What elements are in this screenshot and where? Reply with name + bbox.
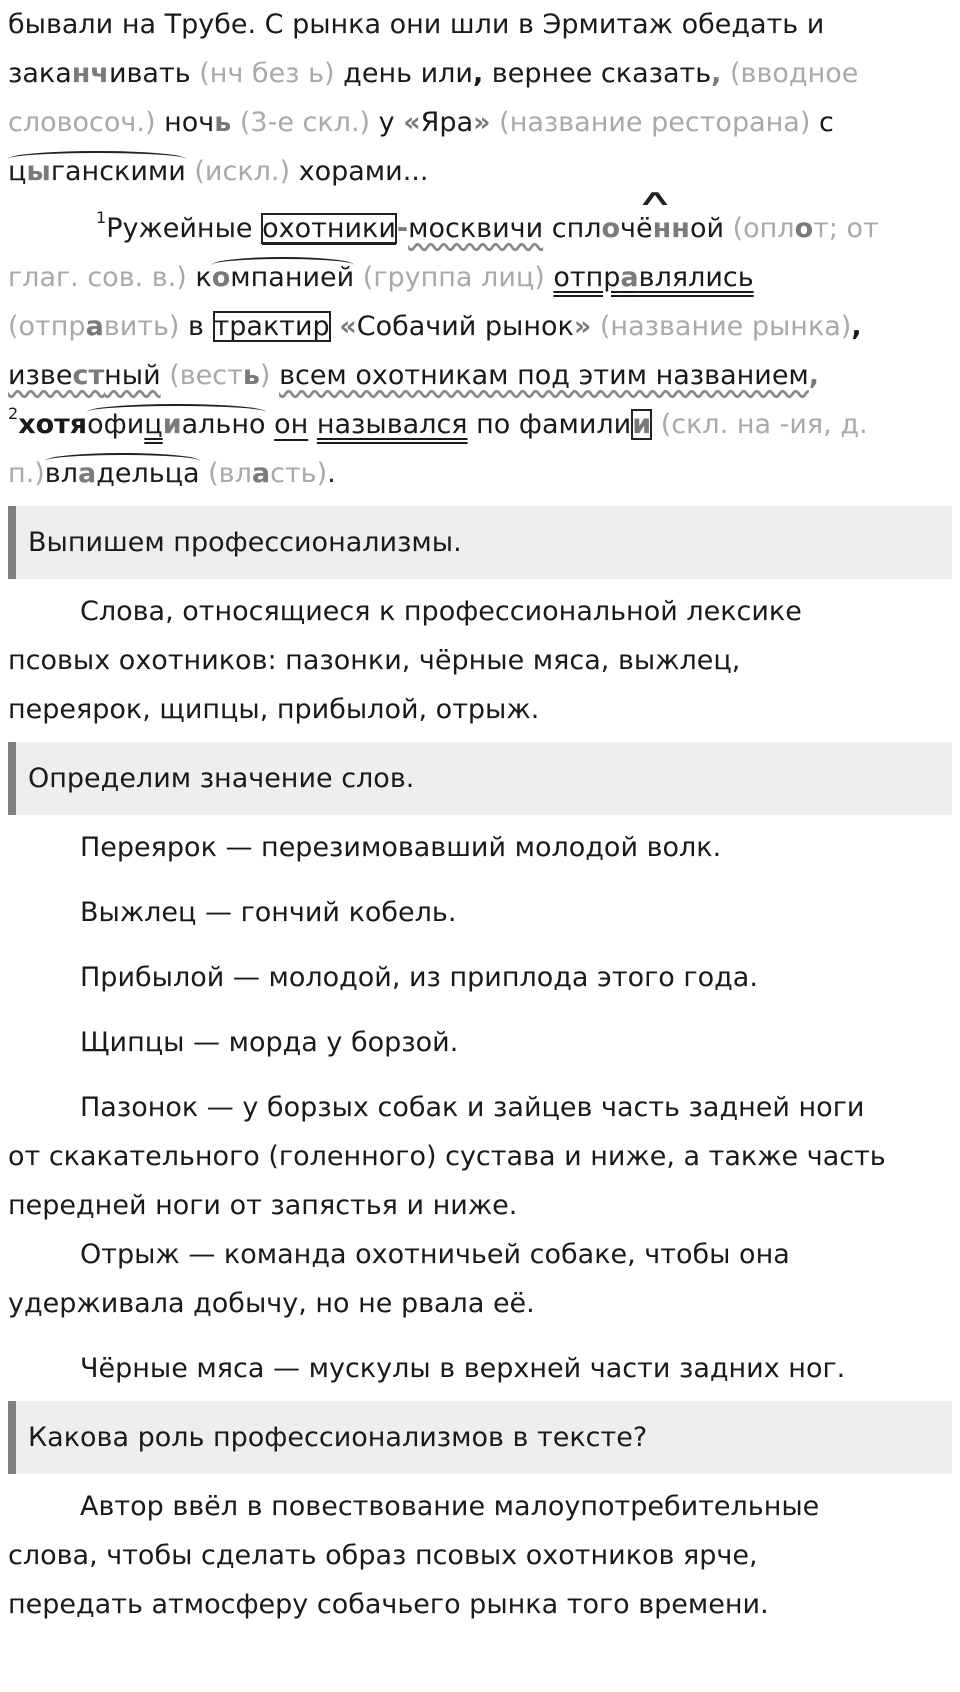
definition-line: Прибылой — молодой, из приплода этого года.	[80, 962, 758, 993]
spacer	[8, 1328, 952, 1344]
text-span: ивать	[108, 58, 200, 89]
text-span: спл	[543, 213, 602, 244]
spacer	[8, 196, 952, 204]
sentence-line-5	[8, 400, 952, 449]
grey-note: словосоч.)	[8, 107, 156, 138]
highlight-letters: о	[211, 262, 231, 293]
spacer	[8, 815, 952, 823]
spacer	[8, 734, 952, 742]
text-span: день или	[334, 58, 473, 89]
text-span: Ружейные	[106, 213, 262, 244]
grey-note: п.)	[8, 458, 45, 489]
definition-line: Щипцы — морда у борзой.	[80, 1027, 459, 1058]
paragraph-line: слова, чтобы сделать образ псовых охотников ярче,	[8, 1540, 758, 1571]
intro-line-2	[8, 49, 952, 98]
definition-line: удерживала добычу, но не рвала её.	[8, 1288, 535, 1319]
conjunction: хотя	[18, 409, 88, 440]
sentence-line-3	[8, 302, 952, 351]
paragraph-line: передать атмосферу собачьего рынка того времени.	[8, 1589, 769, 1620]
highlight-letters: нн	[652, 213, 690, 244]
text-span: отпр	[553, 262, 621, 293]
text-span: к	[186, 262, 212, 293]
grey-note: (вест	[160, 360, 243, 391]
section-header-professionalisms: Выпишем профессионализмы.	[8, 506, 952, 579]
participle-phrase: всем охотникам под этим названием	[279, 360, 809, 391]
grey-note: (вводное	[721, 58, 859, 89]
root-arc	[8, 147, 186, 196]
text-span: вернее сказать	[483, 58, 712, 89]
definition-line: Чёрные мяса — мускулы в верхней части задних ног.	[80, 1353, 846, 1384]
grey-note: (группа лиц)	[354, 262, 545, 293]
grey-note: (искл.)	[185, 156, 291, 187]
text-span: по фамили	[467, 409, 632, 440]
grey-note: (скл. на -ия, д.	[652, 409, 868, 440]
text-span: чё	[620, 213, 653, 244]
grey-note: (название рынка)	[591, 311, 852, 342]
sentence-line-2	[8, 253, 952, 302]
text-span: ганскими	[50, 156, 186, 187]
predicate-word: назывался	[316, 409, 468, 440]
definition-line: от скакательного (голенного) сустава и ниже, а также часть	[8, 1141, 886, 1172]
highlight-letters: ц	[144, 409, 163, 440]
grey-note: (отпр	[8, 311, 86, 342]
paragraph-line: Автор ввёл в повествование малоупотребительные	[80, 1491, 820, 1522]
spacer	[8, 1067, 952, 1083]
spacer	[8, 872, 952, 888]
bold-comma: ,	[472, 58, 484, 89]
section3-body	[8, 1482, 952, 1629]
bold-comma: ,	[851, 311, 862, 342]
definition-line: Отрыж — команда охотничьей собаке, чтобы она	[80, 1239, 790, 1270]
highlight-letters: и	[162, 409, 182, 440]
text-span: мпанией	[230, 262, 355, 293]
spacer	[8, 1474, 952, 1482]
intro-line-1: бывали на Трубе. С рынка они шли в Эрмитаж обедать и	[8, 9, 825, 40]
grey-note: (название ресторана)	[490, 107, 811, 138]
text-span: изве	[8, 360, 73, 391]
grey-note: т; от	[813, 213, 879, 244]
ending-box: и	[632, 409, 652, 440]
text-span: ц	[8, 156, 27, 187]
bold-comma: ,	[808, 360, 820, 391]
paragraph-line: псовых охотников: пазонки, чёрные мяса, выжлец,	[8, 645, 741, 676]
text-span	[266, 409, 275, 440]
text-span: вл	[44, 458, 78, 489]
spacer	[8, 1002, 952, 1018]
predicate-word	[553, 262, 753, 293]
grey-note: (3-е скл.)	[231, 107, 371, 138]
quote-mark: »	[473, 107, 491, 138]
paragraph-line: переярок, щипцы, прибылой, отрыж.	[8, 694, 540, 725]
quote-mark: »	[573, 311, 592, 342]
section1-body	[8, 587, 952, 734]
definition-line: Пазонок — у борзых собак и зайцев часть задней ноги	[80, 1092, 865, 1123]
highlight-letters: ы	[26, 156, 51, 187]
text-span: ой	[689, 213, 725, 244]
highlight-letters: нч	[71, 58, 109, 89]
text-span: в	[179, 311, 213, 342]
text-span: зака	[8, 58, 72, 89]
sentence-number: 1	[96, 208, 107, 227]
text-span: хорами...	[290, 156, 429, 187]
highlight-letters: ь	[214, 107, 232, 138]
definition-line: передней ноги от запястья и ниже.	[8, 1190, 518, 1221]
subject-word: охотники	[262, 213, 396, 244]
text-span: Собачий рынок	[356, 311, 574, 342]
text-span: с	[810, 107, 834, 138]
text-span: ально	[181, 409, 266, 440]
root-arc	[212, 253, 355, 302]
quote-mark: «	[339, 311, 357, 342]
intro-line-4	[8, 147, 952, 196]
text-span: Яра	[420, 107, 474, 138]
text-span: офи	[87, 409, 145, 440]
highlight-letters: а	[77, 458, 97, 489]
section-header-meanings: Определим значение слов.	[8, 742, 952, 815]
highlight-letters: о	[794, 213, 814, 244]
text-span: .	[327, 458, 336, 489]
text-span: влялись	[638, 262, 754, 293]
text-span: ный	[104, 360, 161, 391]
grey-note: (нч без ь)	[199, 58, 335, 89]
boxed-word: трактир	[213, 311, 330, 342]
grey-note: вить)	[103, 311, 180, 342]
spacer	[8, 1393, 952, 1401]
bold-comma: ,	[711, 58, 722, 89]
highlight-letters: а	[620, 262, 639, 293]
paragraph-line: Слова, относящиеся к профессиональной лексике	[80, 596, 802, 627]
text-span: ноч	[155, 107, 215, 138]
highlight-letters: о	[601, 213, 621, 244]
spacer	[8, 937, 952, 953]
text-span	[331, 311, 340, 342]
intro-text	[8, 0, 952, 196]
sentence-line-4	[8, 351, 952, 400]
grey-note: (опл	[724, 213, 795, 244]
appositive-word: москвичи	[408, 213, 544, 244]
grey-note: )	[259, 360, 271, 391]
grey-note: сть)	[270, 458, 328, 489]
sentence-line-1	[8, 204, 952, 253]
grey-note: глаг. сов. в.)	[8, 262, 187, 293]
grey-note: (вл	[199, 458, 252, 489]
section-header-role: Какова роль профессионализмов в тексте?	[8, 1401, 952, 1474]
sentence-number: 2	[8, 404, 19, 423]
sentence-line-6	[8, 449, 952, 498]
root-angle	[620, 204, 690, 253]
text-span: дельца	[96, 458, 200, 489]
highlight-letters: ст	[72, 360, 105, 391]
highlight-letters: а	[251, 458, 271, 489]
highlight-letters: ь	[242, 360, 260, 391]
quote-mark: «	[403, 107, 421, 138]
subject-word: он	[274, 409, 309, 440]
text-span	[270, 360, 279, 391]
intro-line-3	[8, 98, 952, 147]
root-arc	[87, 400, 265, 449]
analyzed-sentence	[8, 204, 952, 498]
definition-line: Переярок — перезимовавший молодой волк.	[80, 832, 722, 863]
hyphen: -	[396, 213, 409, 244]
participle-phrase	[8, 360, 161, 391]
highlight-letters: а	[85, 311, 104, 342]
text-span	[308, 409, 317, 440]
root-arc	[45, 449, 200, 498]
spacer	[8, 498, 952, 506]
definition-line: Выжлец — гончий кобель.	[80, 897, 457, 928]
spacer	[8, 579, 952, 587]
section2-body	[8, 823, 952, 1393]
text-span: у	[370, 107, 404, 138]
